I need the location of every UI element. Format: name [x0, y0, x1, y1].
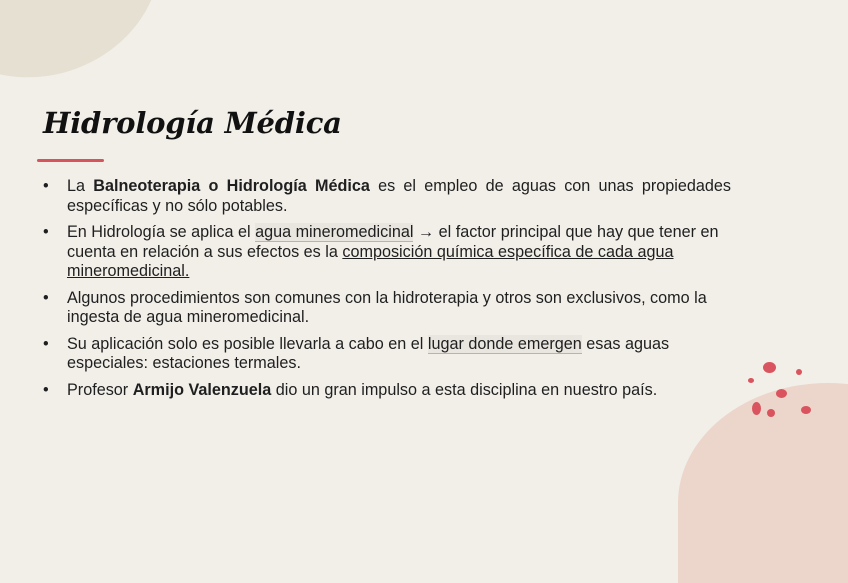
bullet-dot: •: [43, 177, 49, 195]
bullet-dot: •: [43, 380, 49, 399]
bullet-dot: •: [43, 223, 49, 241]
bullet-item: [43, 177, 731, 216]
bullet-text: esas aguas especiales: estaciones termales.: [67, 334, 670, 372]
bullet-text: dio un gran impulso a esta disciplina en nuestro país.: [271, 380, 658, 399]
bullet-item: [43, 381, 731, 401]
decorative-dot: [776, 389, 787, 398]
decorative-dot: [767, 409, 775, 417]
underlined-term: composición química específica de cada agua mineromedicinal.: [67, 242, 674, 280]
bullet-item: [43, 223, 731, 282]
highlighted-term: agua mineromedicinal: [255, 223, 414, 241]
slide-title: Hidrología Médica: [43, 106, 342, 140]
decorative-dot: [796, 369, 802, 375]
bullet-text: es el empleo de aguas con unas propiedades específicas y no sólo potables.: [67, 177, 731, 215]
highlighted-term: lugar donde emergen: [427, 334, 582, 353]
bullet-text: La: [67, 177, 94, 195]
bullet-item: [43, 289, 731, 328]
decorative-dot: [801, 406, 811, 414]
bold-term: Armijo Valenzuela: [132, 380, 272, 399]
bullet-text: Profesor: [67, 380, 133, 399]
bullet-dot: •: [43, 334, 49, 353]
decorative-blob-top: [0, 0, 191, 109]
title-accent-line: [37, 159, 104, 162]
decorative-dot: [752, 402, 761, 415]
bullet-text: → el factor principal que hay que tener en cuenta en relación a sus efectos es la: [67, 223, 719, 261]
bold-term: Balneoterapia o Hidrología Médica: [93, 177, 370, 195]
bullet-item: [43, 335, 731, 374]
decorative-blob-bottom: [678, 383, 848, 583]
bullet-dot: •: [43, 288, 49, 307]
bullet-text: Algunos procedimientos son comunes con la hidroterapia y otros son exclusivos, como la ingesta de agua mineromedicinal.: [67, 288, 707, 326]
decorative-dot: [763, 362, 776, 373]
bullet-list: [43, 177, 731, 407]
bullet-text: En Hidrología se aplica el: [67, 223, 256, 241]
decorative-dot: [748, 378, 754, 383]
bullet-text: Su aplicación solo es posible llevarla a cabo en el: [67, 334, 428, 353]
